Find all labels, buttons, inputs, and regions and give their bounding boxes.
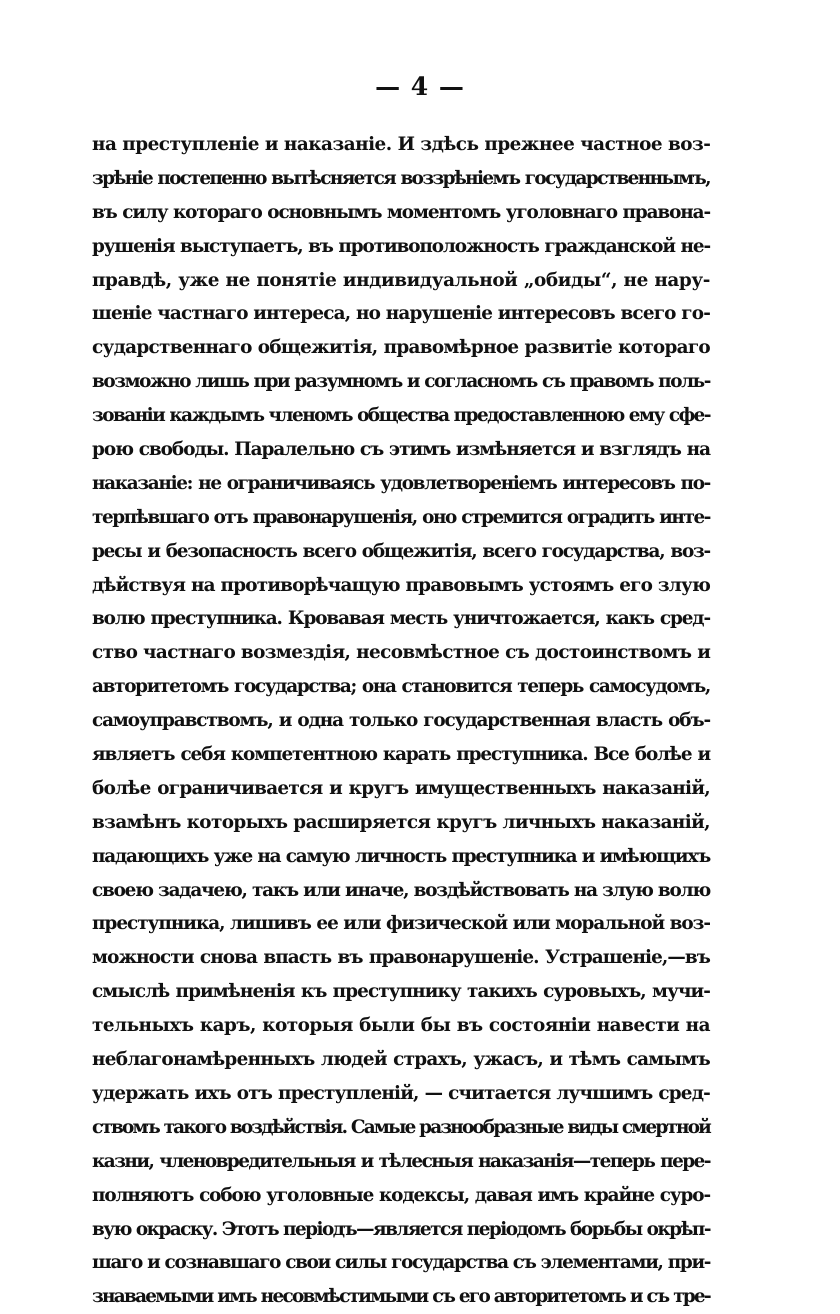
text-line-21: взамѣнъ которыхъ расширяется кругъ личныхъ наказаній, — [92, 811, 710, 833]
text-line-23: своею задачею, такъ или иначе, воздѣйствовать на злую волю — [92, 879, 710, 901]
text-line-30: ствомъ такого воздѣйствія. Самые разнообразные виды смертной — [92, 1116, 710, 1138]
text-line-17: авторитетомъ государства; она становится теперь самосудомъ, — [92, 676, 710, 698]
text-line-22: падающихъ уже на самую личность преступника и имѣющихъ — [92, 845, 710, 867]
text-line-32: полняютъ собою уголовные кодексы, давая имъ крайне суро- — [92, 1184, 710, 1206]
text-line-20: болѣе ограничивается и кругъ имущественныхъ наказаній, — [92, 777, 710, 799]
text-line-27: тельныхъ каръ, которыя были бы въ состояніи навести на — [92, 1015, 710, 1037]
text-line-9: зованіи каждымъ членомъ общества предоставленною ему сфе- — [92, 405, 710, 427]
text-line-16: ство частнаго возмездія, несовмѣстное съ достоинствомъ и — [92, 642, 711, 664]
text-line-18: самоуправствомъ, и одна только государственная власть объ- — [92, 710, 710, 732]
text-line-1: на преступленіе и наказаніе. И здѣсь прежнее частное воз- — [92, 134, 711, 155]
text-line-4: рушенія выступаетъ, въ противоположность гражданской не- — [92, 235, 710, 257]
text-line-5: правдѣ, уже не понятіе индивидуальной „обиды“, не нару- — [92, 269, 710, 291]
text-line-13: ресы и безопасность всего общежитія, всего государства, воз- — [92, 540, 710, 562]
text-line-6: шеніе частнаго интереса, но нарушеніе интересовъ всего го- — [92, 303, 711, 325]
page-number: — 4 — — [375, 72, 465, 101]
text-line-31: казни, членовредительныя и тѣлесныя наказанія—теперь пере- — [92, 1150, 710, 1172]
text-line-29: удержать ихъ отъ преступленій, — считается лучшимъ сред- — [92, 1082, 710, 1104]
text-line-14: дѣйствуя на противорѣчащую правовымъ устоямъ его злую — [92, 574, 710, 596]
text-line-12: терпѣвшаго отъ правонарушенія, оно стремится оградить инте- — [92, 506, 710, 528]
text-line-15: волю преступника. Кровавая месть уничтожается, какъ сред- — [92, 608, 710, 630]
text-line-8: возможно лишь при разумномъ и согласномъ съ правомъ поль- — [92, 371, 710, 393]
text-line-7: сударственнаго общежитія, правомѣрное развитіе котораго — [92, 337, 710, 359]
text-line-33: вую окраску. Этотъ періодъ—является періодомъ борьбы окрѣп- — [92, 1218, 710, 1240]
text-line-34: шаго и сознавшаго свои силы государства съ элементами, при- — [92, 1252, 711, 1274]
body-text — [92, 128, 710, 1314]
text-line-35: знаваемыми имъ несовмѣстимыми съ его авторитетомъ и съ тре- — [92, 1286, 710, 1308]
text-line-25: можности снова впасть въ правонарушеніе. Устрашеніе,—въ — [92, 947, 710, 969]
text-line-3: въ силу котораго основнымъ моментомъ уголовнаго правона- — [92, 201, 710, 223]
text-line-28: неблагонамѣренныхъ людей страхъ, ужасъ, и тѣмъ самымъ — [92, 1049, 710, 1071]
text-line-26: смыслѣ примѣненія къ преступнику такихъ суровыхъ, мучи- — [92, 981, 710, 1003]
text-line-2: зрѣніе постепенно вытѣсняется воззрѣніемъ государственнымъ, — [92, 167, 710, 189]
text-line-11: наказаніе: не ограничиваясь удовлетвореніемъ интересовъ по- — [92, 472, 710, 494]
text-line-10: рою свободы. Паралельно съ этимъ измѣняется и взглядъ на — [92, 439, 710, 461]
text-line-19: являетъ себя компетентною карать преступника. Все болѣе и — [92, 744, 710, 766]
text-line-24: преступника, лишивъ ее или физической или моральной воз- — [92, 913, 710, 935]
